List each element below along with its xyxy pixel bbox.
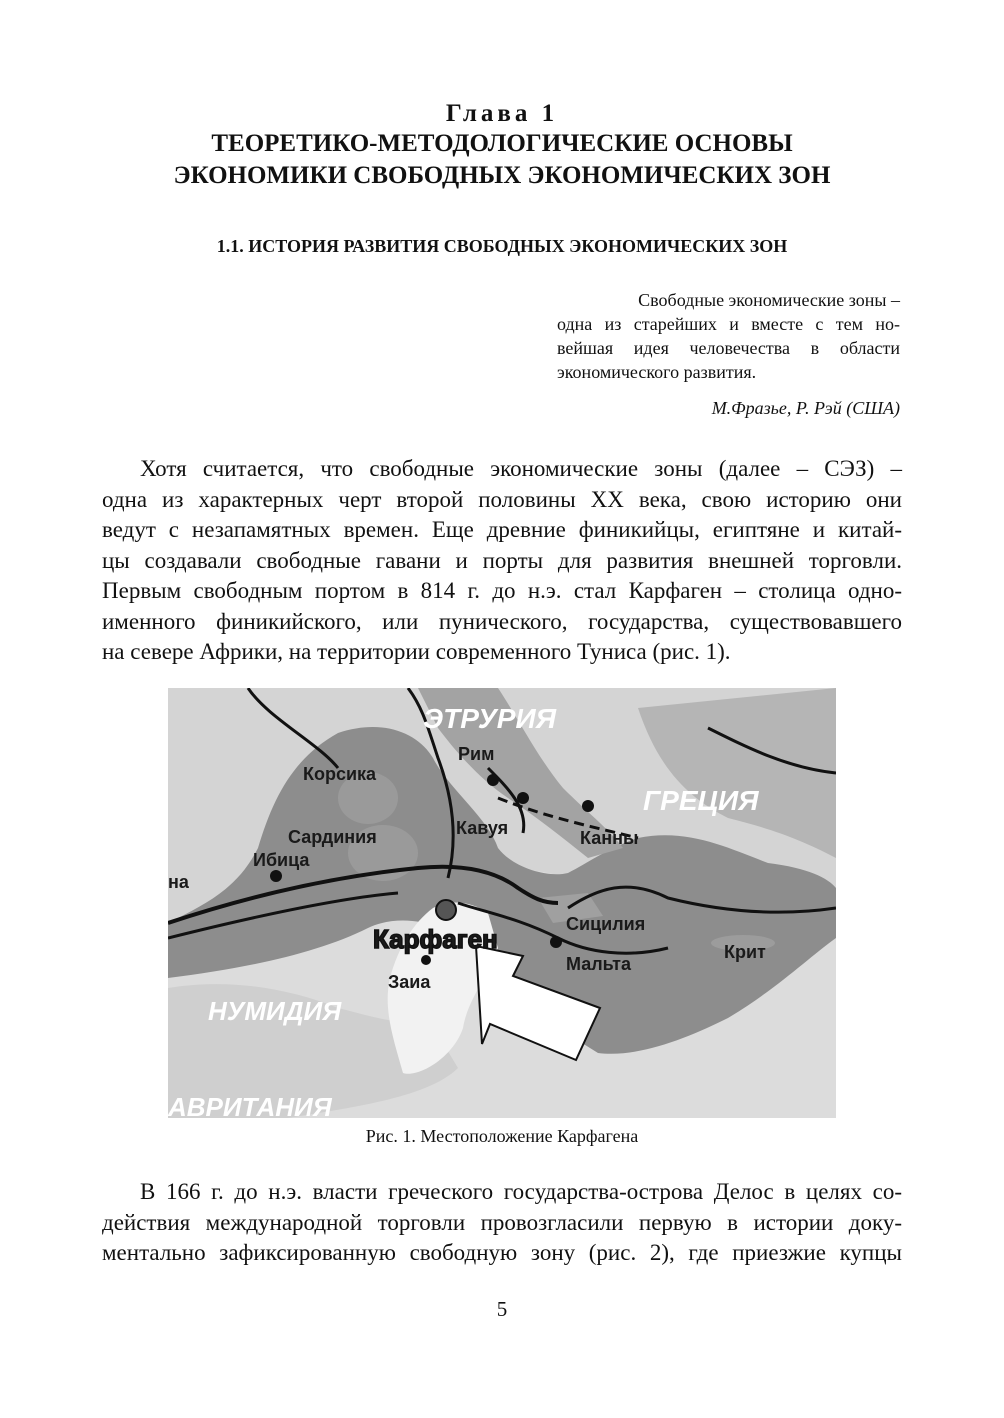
carthage-marker [436,900,456,920]
label-corsica: Корсика [303,764,377,784]
carthage-map-figure [168,688,836,1118]
capua-marker [517,792,529,804]
ibiza-marker [270,870,282,882]
epigraph-line: одна из старейших и вместе с тем но- [557,314,900,334]
paragraph-line: Хотя считается, что свободные экономические зоны (далее – СЭЗ) – [140,456,902,481]
chapter-title [100,128,904,192]
label-mauritania: АВРИТАНИЯ [168,1092,332,1118]
label-sardinia: Сардиния [288,827,377,847]
cannae-marker [582,800,594,812]
epigraph-line: вейшая идея человечества в области [557,338,900,358]
label-na: на [168,872,189,892]
label-carthage: Карфаген [373,924,498,954]
label-rome: Рим [458,744,495,764]
paragraph-line: ведут с незапамятных времен. Еще древние финикийцы, египтяне и китай- [102,517,902,542]
paragraph-line: именного финикийского, или пунического, государства, существовавшего [102,608,902,634]
paragraph-line: Первым свободным портом в 814 г. до н.э. стал Карфаген – столица одно- [102,578,902,603]
carthage-map [168,688,836,1118]
rome-marker [487,774,499,786]
label-etruria: ЭТРУРИЯ [423,703,557,734]
paragraph-line: цы создавали свободные гавани и порты для развития внешней торговли. [102,547,902,573]
paragraph [102,1177,902,1269]
label-capua: Кавуя [456,818,509,838]
label-greece: ГРЕЦИЯ [643,785,759,816]
paragraph [102,454,902,668]
epigraph-line: Свободные экономические зоны – [638,290,900,310]
chapter-label: Глава 1 [445,100,559,127]
label-malta: Мальта [566,954,631,974]
page-number: 5 [496,1297,508,1321]
paragraph-line: В 166 г. до н.э. власти греческого государства-острова Делос в целях со- [140,1179,902,1204]
chapter-title-line: ТЕОРЕТИКО-МЕТОДОЛОГИЧЕСКИЕ ОСНОВЫ [211,130,793,157]
figure-caption: Рис. 1. Местоположение Карфагена [365,1126,639,1146]
epigraph [557,288,900,384]
epigraph-line: экономического развития. [557,362,757,382]
paragraph-line: на севере Африки, на территории современного Туниса (рис. 1). [102,639,731,664]
paragraph-line: ментально зафиксированную свободную зону (рис. 2), где приезжие купцы [102,1240,902,1265]
zama-marker [421,955,431,965]
label-zama: Заиа [388,972,431,992]
label-crete: Крит [724,942,766,962]
label-cannae: Канны [580,828,639,848]
malta-marker [550,936,562,948]
label-numidia: НУМИДИЯ [208,996,342,1026]
label-ibiza: Ибица [253,850,310,870]
paragraph-line: действия международной торговли провозгласили первую в истории доку- [102,1209,902,1235]
label-sicily: Сицилия [566,914,646,934]
paragraph-line: одна из характерных черт второй половины XX века, свою историю они [102,486,902,512]
epigraph-author: М.Фразье, Р. Рэй (США) [711,398,900,418]
section-title: 1.1. ИСТОРИЯ РАЗВИТИЯ СВОБОДНЫХ ЭКОНОМИЧЕСКИХ ЗОН [216,236,788,256]
chapter-title-line: ЭКОНОМИКИ СВОБОДНЫХ ЭКОНОМИЧЕСКИХ ЗОН [173,162,831,189]
